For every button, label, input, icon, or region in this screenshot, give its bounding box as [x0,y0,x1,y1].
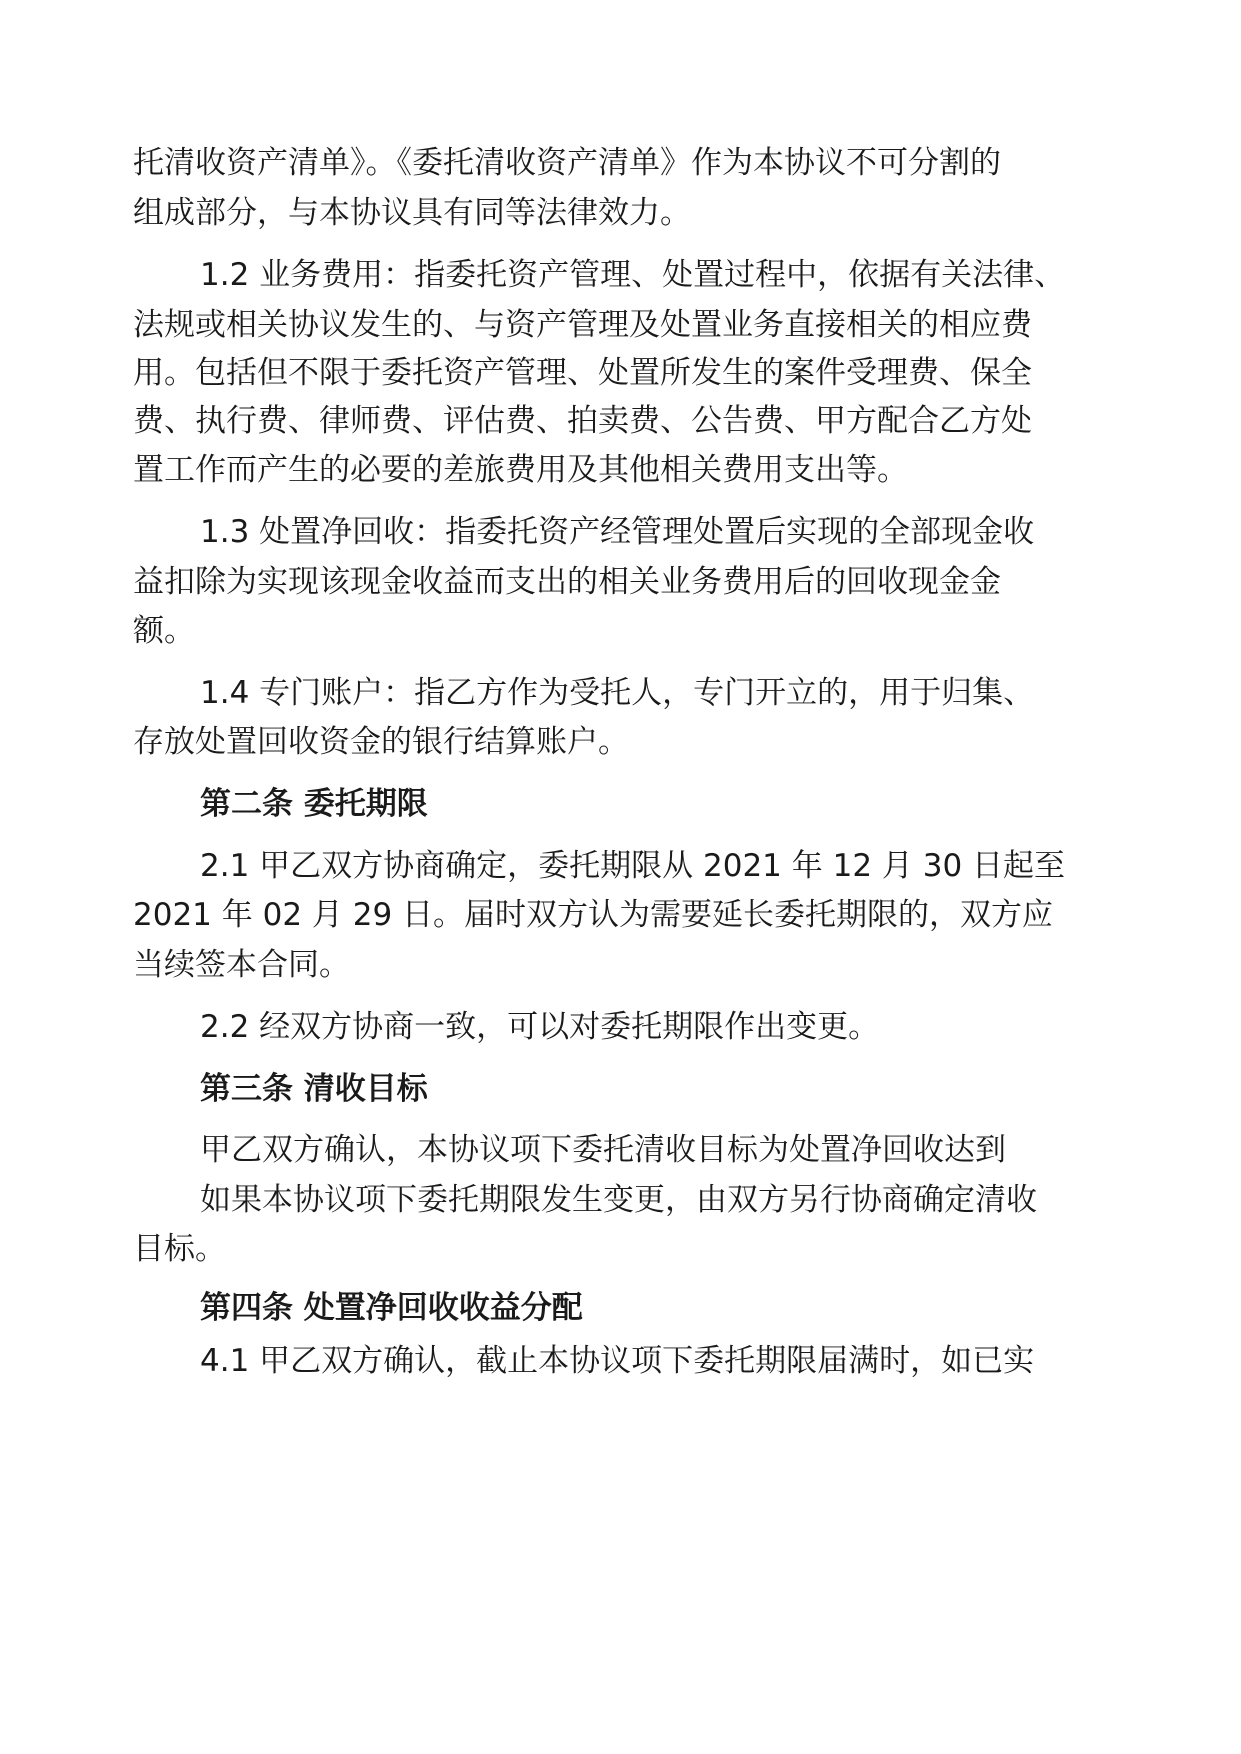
text-line: 置工作而产生的必要的差旅费用及其他相关费用支出等。 [133,452,908,488]
text-line: 如果本协议项下委托期限发生变更，由双方另行协商确定清收 [200,1182,1037,1218]
clause-2-1-line: 2.1 甲乙双方协商确定，委托期限从 2021 年 12 月 30 日起至 [200,848,1066,884]
text-line: 目标。 [133,1231,226,1267]
text-line: 费、执行费、律师费、评估费、拍卖费、公告费、甲方配合乙方处 [133,403,1032,439]
text-line: 托清收资产清单》。《委托清收资产清单》作为本协议不可分割的 [133,145,1001,181]
article-2-heading: 第二条 委托期限 [200,786,428,822]
text-line: 法规或相关协议发生的、与资产管理及处置业务直接相关的相应费 [133,307,1032,343]
text-line: 当续签本合同。 [133,947,350,983]
text-line: 组成部分，与本协议具有同等法律效力。 [133,195,691,231]
clause-1-2-line: 1.2 业务费用：指委托资产管理、处置过程中，依据有关法律、 [200,257,1066,293]
clause-4-1-line: 4.1 甲乙双方确认，截止本协议项下委托期限届满时，如已实 [200,1343,1035,1379]
clause-2-2-line: 2.2 经双方协商一致，可以对委托期限作出变更。 [200,1009,880,1045]
text-line: 2021 年 02 月 29 日。届时双方认为需要延长委托期限的，双方应 [133,897,1054,933]
clause-1-4-line: 1.4 专门账户：指乙方作为受托人，专门开立的，用于归集、 [200,675,1035,711]
text-line: 用。包括但不限于委托资产管理、处置所发生的案件受理费、保全 [133,355,1032,391]
article-3-heading: 第三条 清收目标 [200,1071,428,1107]
clause-1-3-line: 1.3 处置净回收：指委托资产经管理处置后实现的全部现金收 [200,514,1035,550]
article-4-heading: 第四条 处置净回收收益分配 [200,1290,583,1326]
text-line: 存放处置回收资金的银行结算账户。 [133,724,629,760]
text-line: 益扣除为实现该现金收益而支出的相关业务费用后的回收现金金 [133,564,1001,600]
text-line: 甲乙双方确认，本协议项下委托清收目标为处置净回收达到 [200,1132,1006,1168]
text-line: 额。 [133,613,195,649]
